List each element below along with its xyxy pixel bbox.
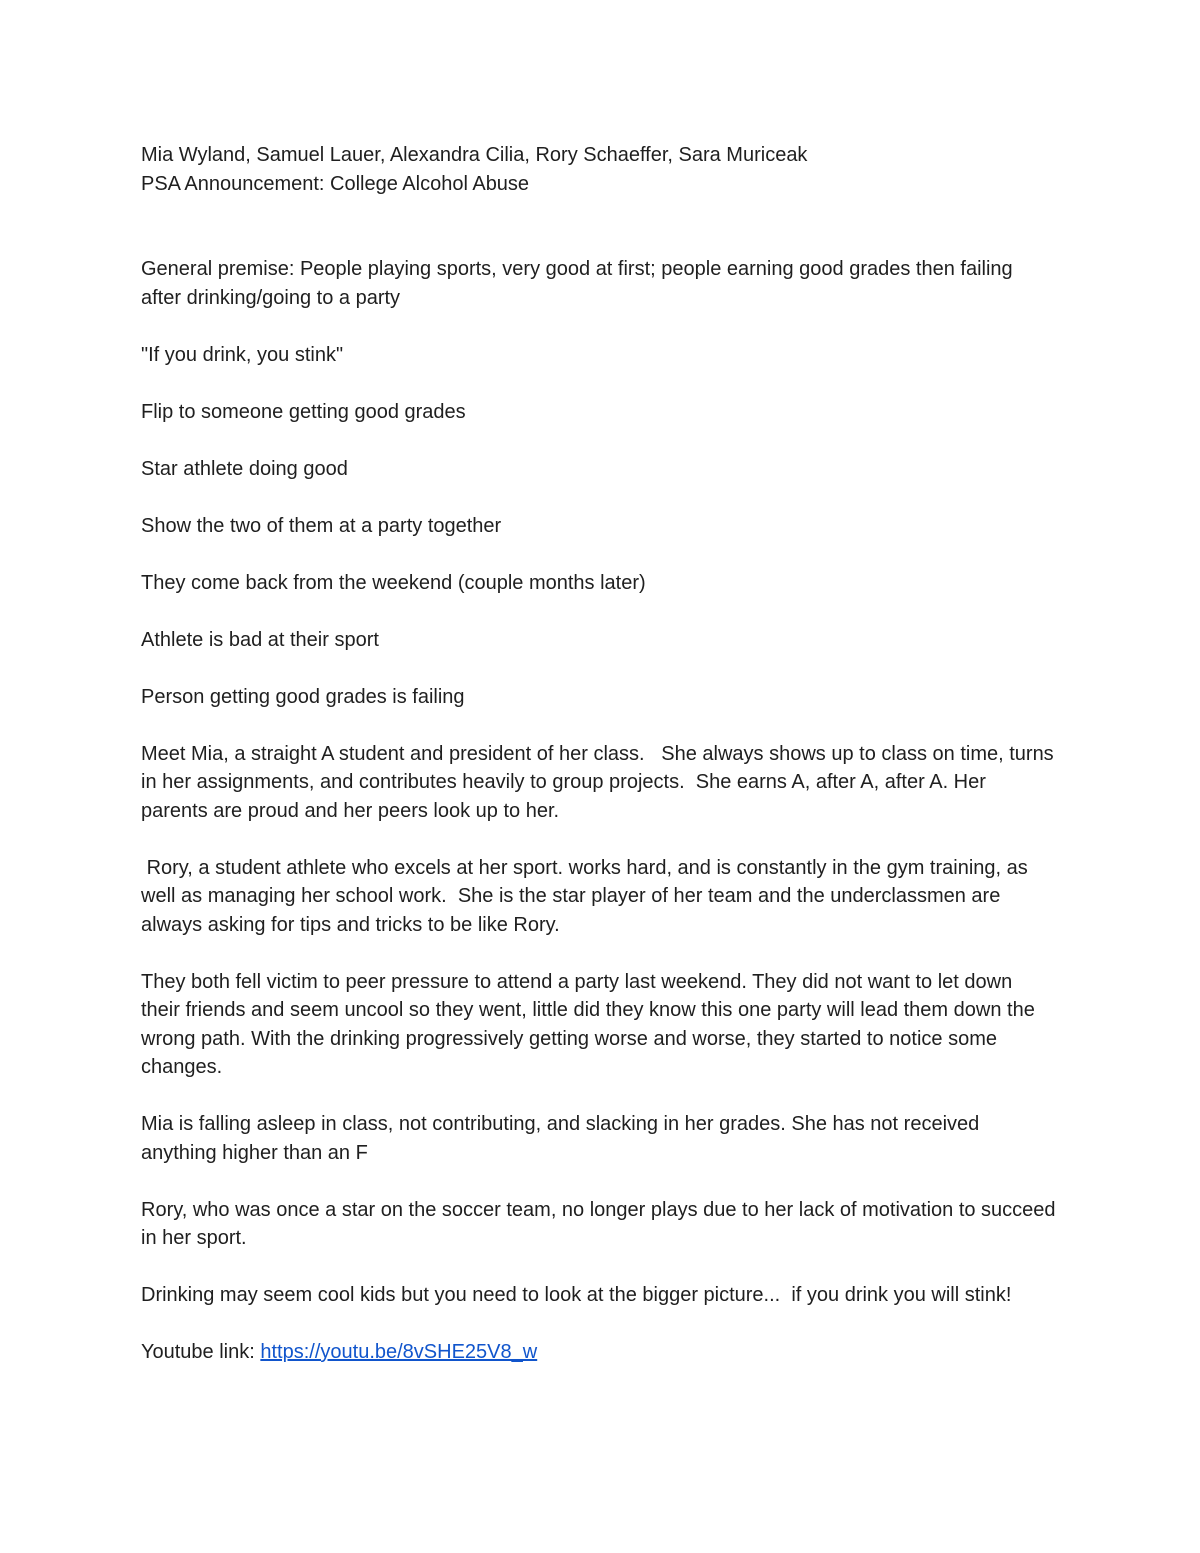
document-header [141,141,1056,198]
youtube-link[interactable]: https://youtu.be/8vSHE25V8_w [260,1341,538,1363]
paragraph-failing: Person getting good grades is failing [141,685,465,708]
paragraph-slogan: "If you drink, you stink" [141,343,344,366]
youtube-link-label: Youtube link: [141,1341,261,1363]
paragraph-premise: General premise: People playing sports, very good at first; people earning good grades then failing after drinking/going to a party [141,258,1019,309]
paragraph-flip: Flip to someone getting good grades [141,400,466,423]
youtube-link-line [141,1338,1056,1367]
paragraph-party: Show the two of them at a party together [141,514,502,537]
paragraph-star-athlete: Star athlete doing good [141,457,348,480]
paragraph-weekend: They come back from the weekend (couple months later) [141,571,646,594]
paragraph-athlete-bad: Athlete is bad at their sport [141,628,379,651]
paragraph-meet-mia: Meet Mia, a straight A student and president of her class. She always shows up to class on time, turns in her assignments, and contributes heavily to group projects. She earns A, after A, after A. Her parents are proud and her peers look up to her. [141,742,1060,822]
document-title: PSA Announcement: College Alcohol Abuse [141,172,530,195]
document-page [141,141,1062,1367]
paragraph-rory: Rory, a student athlete who excels at her sport. works hard, and is constantly in the gym training, as well as managing her school work. She is the star player of her team and the underclassmen are always asking for tips and tricks to be like Rory. [141,856,1034,936]
paragraph-rory-soccer: Rory, who was once a star on the soccer team, no longer plays due to her lack of motivation to succeed in her sport. [141,1198,1062,1249]
paragraph-peer-pressure: They both fell victim to peer pressure to attend a party last weekend. They did not want to let down their friends and seem uncool so they went, little did they know this one party will lead them down the wrong path. With the drinking progressively getting worse and worse, they started to notice some changes. [141,970,1041,1078]
authors-line: Mia Wyland, Samuel Lauer, Alexandra Cilia, Rory Schaeffer, Sara Muriceak [141,144,808,166]
paragraph-mia-falling: Mia is falling asleep in class, not contributing, and slacking in her grades. She has not received anything higher than an F [141,1113,985,1164]
paragraph-conclusion: Drinking may seem cool kids but you need to look at the bigger picture... if you drink you will stink! [141,1284,1012,1306]
